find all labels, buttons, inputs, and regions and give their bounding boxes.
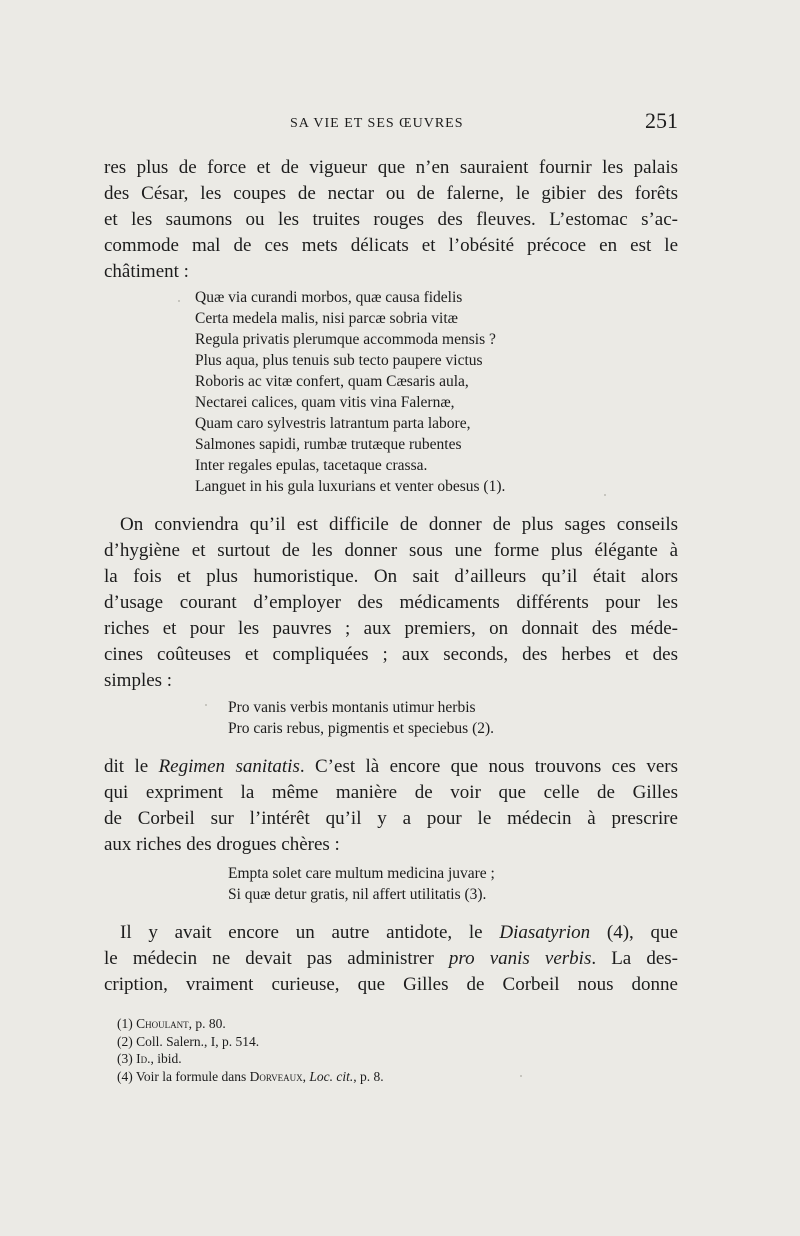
verse-line: Certa medela malis, nisi parcæ sobria vitæ <box>195 310 459 327</box>
text-line: la fois et plus humoristique. On sait d’ailleurs qu’il était alors <box>104 566 678 587</box>
footnotes <box>117 1015 384 1085</box>
paragraph-1 <box>104 155 678 285</box>
verse-line: Plus aqua, plus tenuis sub tecto paupere victus <box>195 352 483 369</box>
cited-author: Choulant <box>136 1016 189 1031</box>
text-line: et les saumons ou les truites rouges des fleuves. L’estomac s’ac- <box>104 209 678 230</box>
remedy-name: Diasatyrion <box>499 922 591 943</box>
text-line: d’usage courant d’employer des médicaments différents pour les <box>104 592 678 613</box>
footnote-text: (4) Voir la formule dans <box>117 1068 250 1084</box>
text-line: aux riches des drogues chères : <box>104 834 340 855</box>
text-line: qui expriment la même manière de voir que celle de Gilles <box>104 782 678 803</box>
text-run: . La des- <box>591 948 678 969</box>
verse-line: Pro caris rebus, pigmentis et speciebus (2). <box>228 720 495 737</box>
page-header <box>104 108 678 142</box>
text-run: Il y avait encore un autre antidote, le <box>120 922 500 943</box>
verse-quotation-1 <box>195 287 505 497</box>
text-line: riches et pour les pauvres ; aux premiers, on donnait des méde- <box>104 618 678 639</box>
text-line: châtiment : <box>104 261 189 282</box>
paragraph-4 <box>104 920 678 998</box>
text-line: res plus de force et de vigueur que n’en sauraient fournir les palais <box>104 157 678 178</box>
text-line <box>104 946 678 972</box>
text-run: dit le <box>104 756 159 777</box>
text-line <box>104 920 678 946</box>
verse-quotation-3 <box>228 863 495 905</box>
verse-line: Si quæ detur gratis, nil affert utilitatis (3). <box>228 886 487 903</box>
verse-line: Quæ via curandi morbos, quæ causa fidelis <box>195 289 463 306</box>
footnote-4 <box>117 1068 384 1086</box>
footnote-number: (1) <box>117 1016 137 1031</box>
footnote-text: , <box>302 1068 310 1084</box>
text-line: des César, les coupes de nectar ou de falerne, le gibier des forêts <box>104 183 678 204</box>
footnote-1 <box>117 1015 384 1033</box>
verse-line: Pro vanis verbis montanis utimur herbis <box>228 699 476 716</box>
text-run: le médecin ne devait pas administrer <box>104 948 449 969</box>
running-title: SA VIE ET SES ŒUVRES <box>290 116 464 131</box>
verse-line: Roboris ac vitæ confert, quam Cæsaris aula, <box>195 373 469 390</box>
paragraph-3 <box>104 754 678 858</box>
text-line: simples : <box>104 670 173 691</box>
footnote-number: (3) <box>117 1051 137 1066</box>
footnote-text: , p. 80. <box>188 1016 226 1031</box>
paper-speck <box>604 494 606 496</box>
verse-line: Empta solet care multum medicina juvare ; <box>228 865 495 882</box>
verse-line: Quam caro sylvestris latrantum parta labore, <box>195 415 471 432</box>
work-title: Regimen sanitatis <box>158 756 300 777</box>
latin-phrase: pro vanis verbis <box>448 948 592 969</box>
paragraph-2 <box>104 512 678 694</box>
paper-speck <box>205 704 207 706</box>
text-line: commode mal de ces mets délicats et l’obésité précoce en est le <box>104 235 678 256</box>
footnote-3 <box>117 1050 384 1068</box>
footnote-text: , p. 8. <box>353 1068 384 1084</box>
paper-speck <box>520 1075 522 1077</box>
verse-quotation-2 <box>228 697 494 739</box>
citation-abbrev: Loc. cit. <box>309 1068 354 1084</box>
text-line: cription, vraiment curieuse, que Gilles de Corbeil nous donne <box>104 974 678 995</box>
verse-line: Regula privatis plerumque accommoda mensis ? <box>195 331 496 348</box>
footnote-2: (2) Coll. Salern., I, p. 514. <box>117 1033 260 1049</box>
page-number: 251 <box>645 108 678 133</box>
text-line <box>104 754 678 780</box>
text-line: d’hygiène et surtout de les donner sous une forme plus élégante à <box>104 540 678 561</box>
cited-author: Dorveaux <box>249 1068 303 1084</box>
text-line: de Corbeil sur l’intérêt qu’il y a pour le médecin à prescrire <box>104 808 678 829</box>
footnote-text: , ibid. <box>150 1051 182 1066</box>
cited-author: Id. <box>136 1051 151 1066</box>
verse-line: Inter regales epulas, tacetaque crassa. <box>195 457 428 474</box>
text-line: On conviendra qu’il est difficile de donner de plus sages conseils <box>120 514 678 535</box>
verse-line: Nectarei calices, quam vitis vina Falernæ, <box>195 394 455 411</box>
verse-line: Salmones sapidi, rumbæ trutæque rubentes <box>195 436 462 453</box>
text-run: (4), que <box>590 922 678 943</box>
text-line: cines coûteuses et compliquées ; aux seconds, des herbes et des <box>104 644 678 665</box>
paper-speck <box>178 300 180 302</box>
verse-line: Languet in his gula luxurians et venter obesus (1). <box>195 478 506 495</box>
text-run: . C’est là encore que nous trouvons ces vers <box>299 756 678 777</box>
